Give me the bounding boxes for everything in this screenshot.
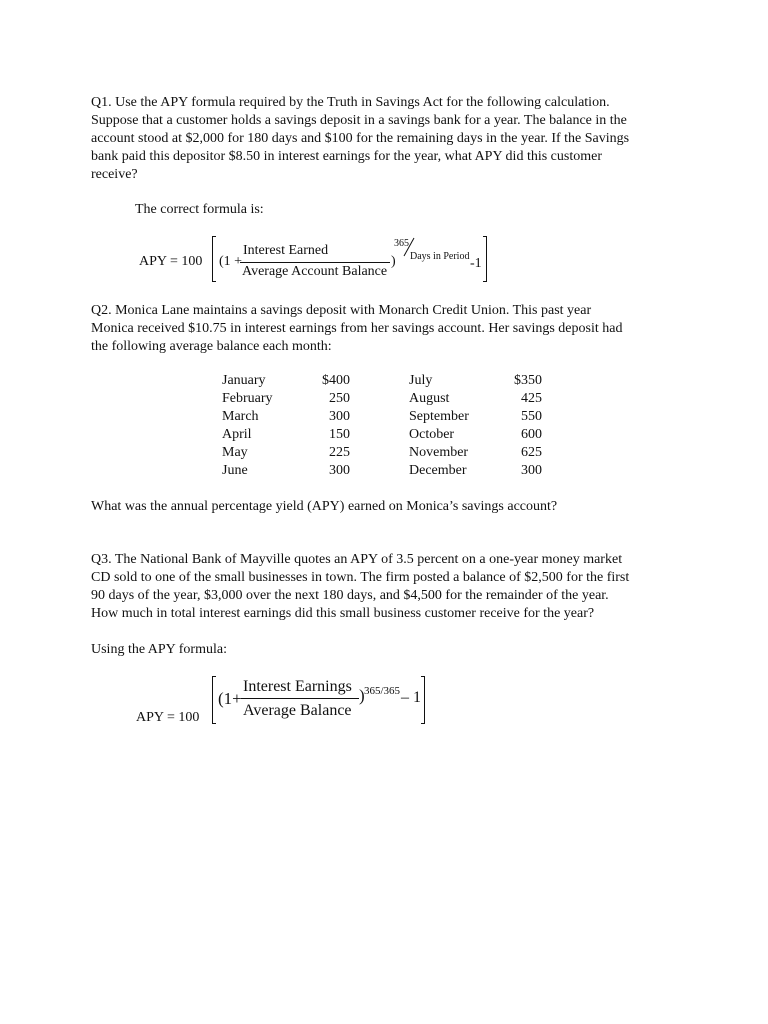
formula2-left-bracket <box>212 676 216 724</box>
formula2-numerator: Interest Earnings <box>243 678 352 695</box>
formula2-exponent: 365/365 <box>364 685 401 697</box>
month-amount: 300 <box>329 409 350 424</box>
formula1-fraction-bar <box>240 262 390 263</box>
q2-line: Q2. Monica Lane maintains a savings deposit with Monarch Credit Union. This past year <box>91 303 592 318</box>
month-amount: $400 <box>322 373 350 388</box>
month-label: July <box>409 373 433 388</box>
q2-line: Monica received $10.75 in interest earnings from her savings account. Her savings deposit had <box>91 321 623 336</box>
q1-paragraph <box>91 94 681 184</box>
q3-paragraph <box>91 551 681 623</box>
formula1-exp-den: Days in Period <box>410 251 470 262</box>
formula1-exp-num: 365 <box>394 238 409 249</box>
q1-line: Suppose that a customer holds a savings deposit in a savings bank for a year. The balance in the <box>91 113 627 128</box>
month-label: August <box>409 391 450 406</box>
formula2-right-bracket <box>421 676 425 724</box>
month-amount: 225 <box>329 445 350 460</box>
q3-line: Q3. The National Bank of Mayville quotes an APY of 3.5 percent on a one-year money market <box>91 552 623 567</box>
month-label: May <box>222 445 248 460</box>
formula1-right-bracket <box>483 236 487 282</box>
month-amount: 600 <box>521 427 542 442</box>
month-label: April <box>222 427 252 442</box>
q3-line: 90 days of the year, $3,000 over the next 180 days, and $4,500 for the remainder of the year. <box>91 588 609 603</box>
formula-apy-365 <box>0 672 768 732</box>
q1-formula-intro: The correct formula is: <box>135 202 264 217</box>
formula2-close-paren: ) <box>359 686 365 705</box>
month-label: March <box>222 409 259 424</box>
formula2-lhs: APY = 100 <box>136 710 200 725</box>
month-amount: 300 <box>521 463 542 478</box>
q1-line: receive? <box>91 167 138 182</box>
q1-line: Q1. Use the APY formula required by the Truth in Savings Act for the following calculation. <box>91 95 610 110</box>
month-label: September <box>409 409 469 424</box>
q2-line: the following average balance each month: <box>91 339 332 354</box>
month-amount: 425 <box>521 391 542 406</box>
q3-line: How much in total interest earnings did this small business customer receive for the year? <box>91 606 595 621</box>
month-amount: 300 <box>329 463 350 478</box>
formula1-minus-one: -1 <box>470 256 482 271</box>
formula2-fraction-bar <box>241 698 359 699</box>
formula1-left-bracket <box>212 236 216 282</box>
month-label: October <box>409 427 455 442</box>
q3-formula-intro: Using the APY formula: <box>91 642 227 657</box>
month-label: December <box>409 463 467 478</box>
q1-line: bank paid this depositor $8.50 in interest earnings for the year, what APY did this customer <box>91 149 602 164</box>
month-label: June <box>222 463 248 478</box>
q3-line: CD sold to one of the small businesses in town. The firm posted a balance of $2,500 for the first <box>91 570 630 585</box>
formula1-numerator: Interest Earned <box>243 243 329 258</box>
formula2-denominator: Average Balance <box>243 702 352 719</box>
month-amount: 550 <box>521 409 542 424</box>
month-amount: $350 <box>514 373 542 388</box>
month-amount: 250 <box>329 391 350 406</box>
formula2-minus-one: – 1 <box>401 689 421 706</box>
q1-line: account stood at $2,000 for 180 days and $100 for the remaining days in the year. If the Savings <box>91 131 630 146</box>
formula2-open-paren: (1+ <box>218 689 242 708</box>
month-label: January <box>222 373 266 388</box>
formula-apy-days <box>0 232 768 288</box>
formula1-open-paren: (1 + <box>219 254 243 269</box>
month-amount: 625 <box>521 445 542 460</box>
month-label: November <box>409 445 469 460</box>
formula1-close-paren: ) <box>391 254 396 269</box>
formula1-denominator: Average Account Balance <box>242 264 388 279</box>
month-amount: 150 <box>329 427 350 442</box>
q2-question: What was the annual percentage yield (APY) earned on Monica’s savings account? <box>91 499 558 514</box>
q2-paragraph <box>91 302 681 356</box>
formula1-lhs: APY = 100 <box>139 254 203 269</box>
month-label: February <box>222 391 273 406</box>
